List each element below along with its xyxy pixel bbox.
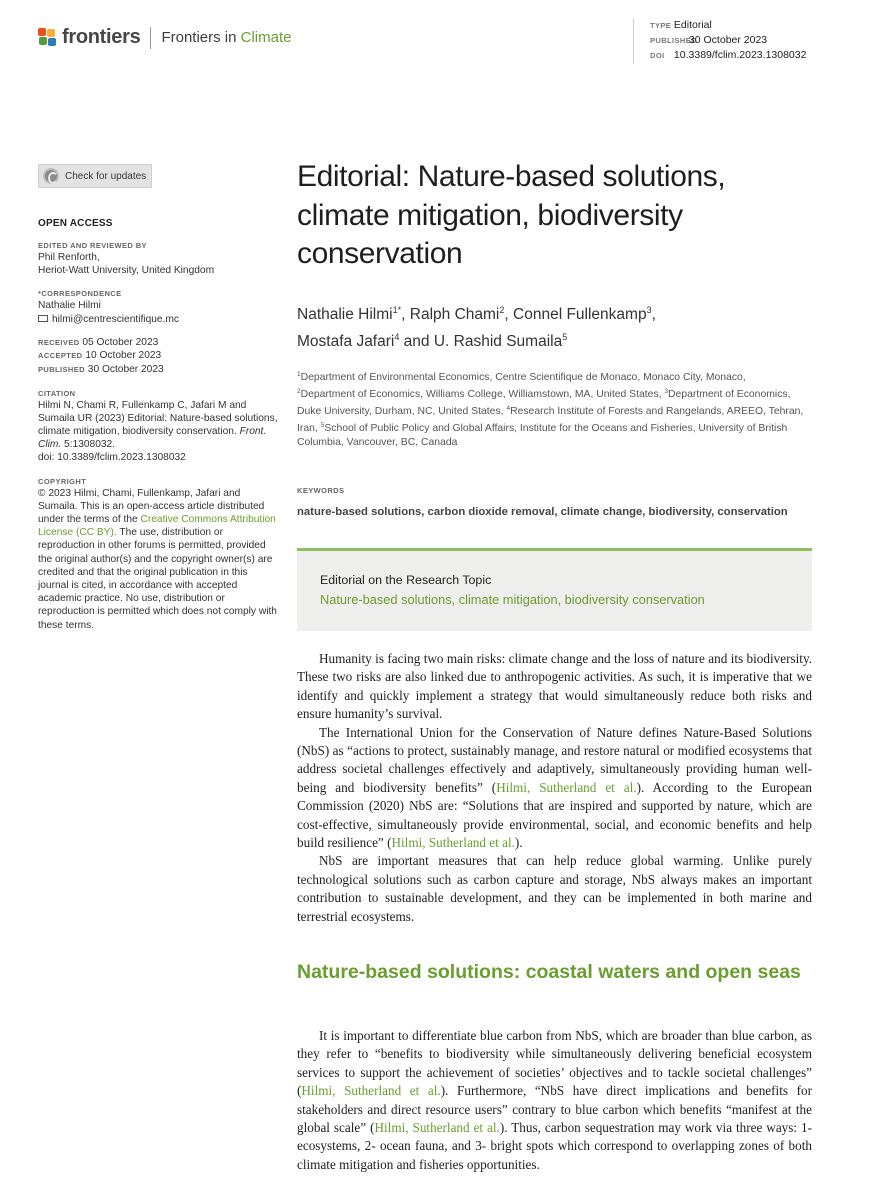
- citation-link[interactable]: Hilmi, Sutherland et al.: [391, 835, 515, 851]
- correspondence-label: *CORRESPONDENCE: [38, 289, 122, 299]
- research-topic-heading: Editorial on the Research Topic: [320, 573, 492, 587]
- author: Ralph Chami: [409, 305, 500, 323]
- accepted-key: ACCEPTED: [38, 351, 83, 361]
- section-heading: Nature-based solutions: coastal waters and open seas: [297, 961, 801, 983]
- author: Nathalie Hilmi: [297, 305, 393, 323]
- paragraph: The International Union for the Conservation of Nature defines Nature-Based Solutions (NbS) as “actions to protect, sustainably manage, and restore natural or modified ecosystems that address societal challenges effectively and adaptively, simultaneously providing human well-being and biodiversity benefits” (Hilmi, Sutherland et al.). According to the European Commission (2020) NbS are: “Solutions that are inspired and supported by nature, which are cost-effective, simultaneously provide environmental, social, and economic benefits and help build resilience” (Hilmi, Sutherland et al.).: [297, 724, 812, 851]
- citation-label: CITATION: [38, 388, 76, 398]
- accepted-value: 10 October 2023: [85, 350, 162, 362]
- research-topic-link[interactable]: Nature-based solutions, climate mitigation, biodiversity conservation: [320, 592, 705, 607]
- paragraph: NbS are important measures that can help reduce global warming. Unlike purely technological solutions such as carbon capture and storage, NbS always makes an important contribution to sustainable development, and they can be implemented in both marine and terrestrial ecosystems.: [297, 853, 812, 924]
- author: Connel Fullenkamp: [513, 305, 647, 323]
- paragraph: Humanity is facing two main risks: climate change and the loss of nature and its biodiversity. These two risks are also linked due to anthropogenic activities. As such, it is imperative that we identify and quickly implement a strategy that would simultaneously reduce both risks and ensure humanity’s survival.: [297, 651, 812, 722]
- author: U. Rashid Sumaila: [433, 333, 563, 350]
- check-for-updates-button[interactable]: [38, 164, 152, 188]
- type-key: TYPE: [650, 21, 672, 30]
- frontiers-logo-mark-icon: [38, 28, 58, 48]
- citation-link[interactable]: Hilmi, Sutherland et al.: [496, 779, 637, 795]
- research-topic-box: [297, 548, 812, 631]
- editor-name: Phil Renforth,: [38, 252, 100, 263]
- editor-affiliation: Heriot-Watt University, United Kingdom: [38, 265, 215, 277]
- article-meta: [633, 18, 806, 64]
- affiliations: $^1$Department of Environmental Economics, Centre Scientifique de Monaco, Monaco City, Monaco, $^2$Department of Economics, Williams College, Williamstown, MA, United States, $^3$Department of Economics, Duke University, Durham, NC, United States, $^4$Research Institute of Forests and Rangelands, AREEO, Tehran, Iran, $^5$School of Public Policy and Global Affairs, Institute for the Oceans and Fisheries, University of British Columbia, Vancouver, BC, Canada: [297, 370, 804, 448]
- keywords: nature-based solutions, carbon dioxide removal, climate change, biodiversity, conservation: [297, 505, 788, 518]
- author-list: Nathalie Hilmi$^{1*}$, Ralph Chami$^2$, Connel Fullenkamp$^3$, Mostafa Jafari$^4$ and U. Rashid Sumaila$^5$: [297, 304, 656, 350]
- mail-icon: [38, 315, 48, 322]
- frontiers-logo[interactable]: [38, 26, 292, 49]
- journal-name: Frontiers in Climate: [161, 29, 292, 46]
- paragraph: It is important to differentiate blue carbon from NbS, which are broader than blue carbon, as they refer to “benefits to biodiversity while simultaneously delivering beneficial ecosystem services to support the achievement of societies’ objectives and to tackle societal challenges” (Hilmi, Sutherland et al.). Furthermore, “NbS have direct implications and benefits for stakeholders and direct resource users” contrary to blue carbon which benefits “manifest at the global scale” (Hilmi, Sutherland et al.). Thus, carbon sequestration may work via three ways: 1- ecosystems, 2- ocean fauna, and 3- bright spots which correspond to overlapping zones of both climate mitigation and fisheries opportunities.: [297, 1028, 812, 1172]
- published-value: 30 October 2023: [688, 34, 768, 46]
- copyright-text: © 2023 Hilmi, Chami, Fullenkamp, Jafari and Sumaila. This is an open-access article distributed under the terms of the Creative Commons Attribution License (CC BY). The use, distribution or reproduction in other forums is permitted, provided the original author(s) and the copyright owner(s) are credited and that the original publication in this journal is cited, in accordance with accepted academic practice. No use, distribution or reproduction is permitted which does not comply with these terms.: [38, 487, 277, 631]
- dates-block: [38, 336, 278, 377]
- citation-text: Hilmi N, Chami R, Fullenkamp C, Jafari M and Sumaila UR (2023) Editorial: Nature-based solutions, climate mitigation, biodiversity conservation. Front. Clim. 5:1308032. doi: 10.3389/fclim.2023.1308032: [38, 399, 278, 464]
- edited-label: EDITED AND REVIEWED BY: [38, 241, 147, 250]
- received-value: 05 October 2023: [82, 336, 159, 348]
- correspondence-email[interactable]: hilmi@centrescientifique.mc: [38, 313, 278, 326]
- correspondence-name: Nathalie Hilmi: [38, 300, 101, 312]
- citation-link[interactable]: Hilmi, Sutherland et al.: [301, 1083, 441, 1099]
- received-key: RECEIVED: [38, 337, 80, 347]
- sidebar-published-value: 30 October 2023: [87, 364, 164, 375]
- logo-wordmark: frontiers: [62, 26, 141, 48]
- citation-link[interactable]: Hilmi, Sutherland et al.: [374, 1120, 500, 1136]
- sidebar-published-key: PUBLISHED: [38, 365, 85, 374]
- article-body-section1: [297, 1027, 812, 1174]
- article-header: [297, 158, 812, 520]
- article-body-intro: [297, 650, 812, 926]
- logo-divider: [150, 27, 151, 49]
- author: Mostafa Jafari: [297, 333, 395, 350]
- page-header: [0, 0, 873, 80]
- open-access-label: OPEN ACCESS: [38, 218, 113, 229]
- article-title: Editorial: Nature-based solutions, climate mitigation, biodiversity conservation: [297, 160, 726, 270]
- cc-license-link[interactable]: Creative Commons Attribution License (CC BY).: [38, 514, 276, 539]
- copyright-label: COPYRIGHT: [38, 476, 87, 486]
- keywords-label: KEYWORDS: [297, 485, 345, 495]
- doi-value[interactable]: 10.3389/fclim.2023.1308032: [673, 49, 807, 61]
- type-value: Editorial: [673, 19, 712, 31]
- check-updates-label: Check for updates: [65, 170, 147, 182]
- published-key: PUBLISHED: [650, 36, 697, 45]
- refresh-icon: [43, 168, 59, 184]
- sidebar: [38, 164, 278, 632]
- doi-key: DOI: [650, 51, 665, 60]
